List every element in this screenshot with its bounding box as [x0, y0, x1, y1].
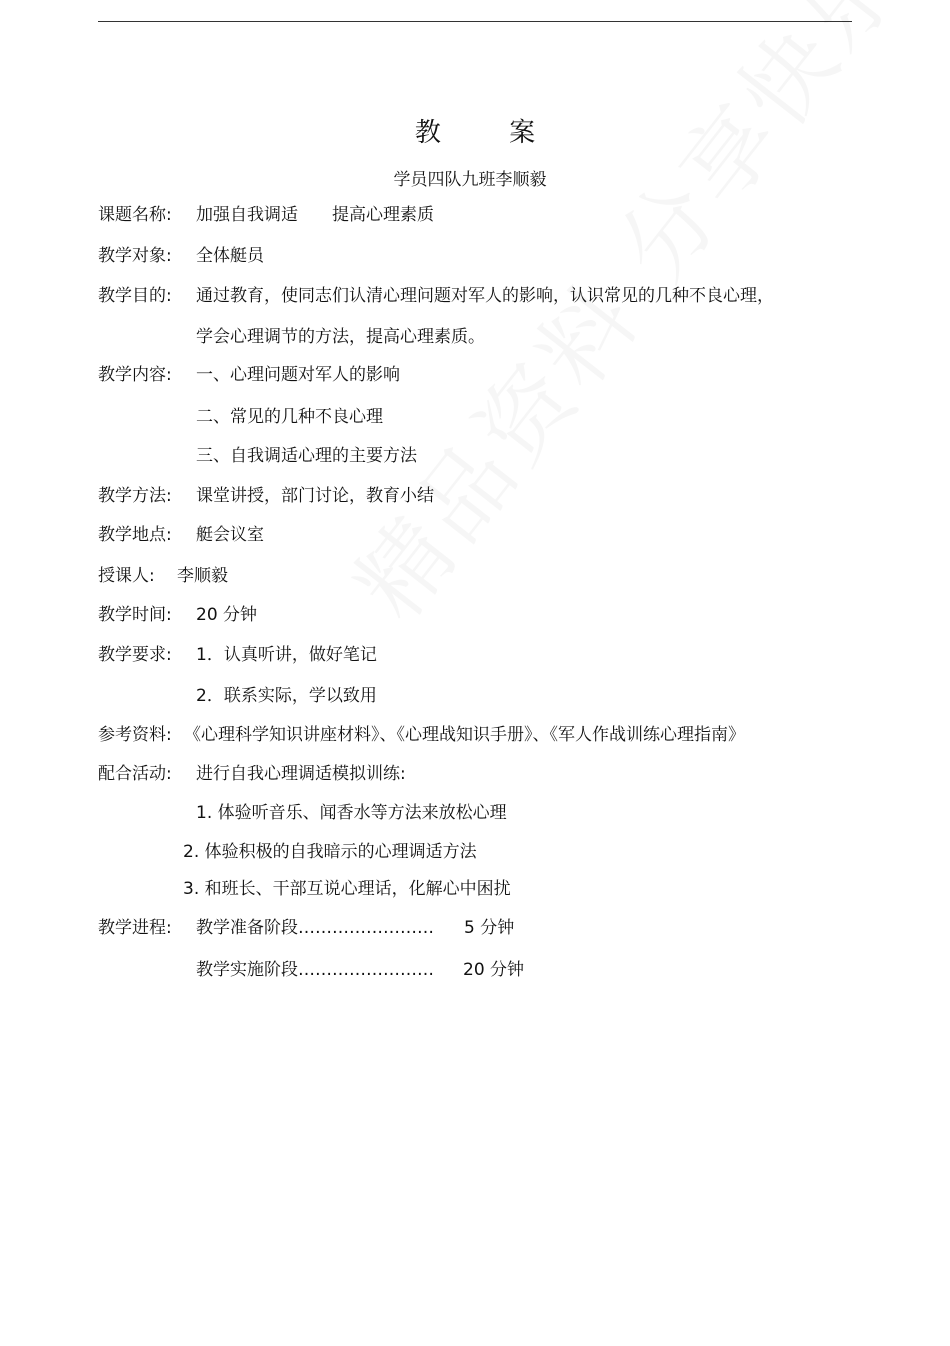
content-item: 二、常见的几种不良心理: [196, 407, 383, 427]
author-line: 学员四队九班李顺毅: [393, 170, 547, 190]
page-title: 教 案: [414, 118, 566, 148]
content-item: 三、自我调适心理的主要方法: [196, 446, 417, 466]
activity-item: 2. 体验积极的自我暗示的心理调适方法: [183, 842, 477, 862]
goal-label: 教学目的:: [98, 286, 172, 306]
method-label: 教学方法:: [98, 486, 172, 506]
place-label: 教学地点:: [98, 525, 172, 545]
topic-label: 课题名称:: [98, 205, 172, 225]
header-rule: [98, 21, 852, 22]
progress-stage-duration: 5 分钟: [464, 918, 515, 938]
activity-item: 3. 和班长、干部互说心理话，化解心中困扰: [183, 879, 511, 899]
activity-item: 1. 体验听音乐、闻香水等方法来放松心理: [196, 803, 507, 823]
place-value: 艇会议室: [196, 525, 264, 545]
time-value: 20 分钟: [196, 605, 258, 625]
activities-intro: 进行自我心理调适模拟训练:: [196, 764, 406, 784]
topic-value: 加强自我调适 提高心理素质: [196, 205, 434, 225]
progress-stage-name: 教学准备阶段……………………: [196, 918, 434, 938]
progress-label: 教学进程:: [98, 918, 172, 938]
references-value: 《心理科学知识讲座材料》、《心理战知识手册》、《军人作战训练心理指南》: [184, 725, 745, 745]
watermark: [320, 0, 928, 641]
requirement-item: 1．认真听讲，做好笔记: [196, 645, 377, 665]
goal-line-1: 通过教育，使同志们认清心理问题对军人的影响，认识常见的几种不良心理，: [196, 286, 774, 306]
requirement-item: 2．联系实际，学以致用: [196, 686, 377, 706]
progress-stage-duration: 20 分钟: [463, 960, 525, 980]
audience-label: 教学对象:: [98, 246, 172, 266]
time-label: 教学时间:: [98, 605, 172, 625]
audience-value: 全体艇员: [196, 246, 264, 266]
goal-line-2: 学会心理调节的方法，提高心理素质。: [196, 327, 485, 347]
lecturer-value: 李顺毅: [177, 566, 228, 586]
requirements-label: 教学要求:: [98, 645, 172, 665]
progress-stage-name: 教学实施阶段……………………: [196, 960, 434, 980]
lecturer-label: 授课人:: [98, 566, 155, 586]
content-label: 教学内容:: [98, 365, 172, 385]
activities-label: 配合活动:: [98, 764, 172, 784]
references-label: 参考资料:: [98, 725, 172, 745]
method-value: 课堂讲授，部门讨论，教育小结: [196, 486, 434, 506]
content-item: 一、心理问题对军人的影响: [196, 365, 400, 385]
